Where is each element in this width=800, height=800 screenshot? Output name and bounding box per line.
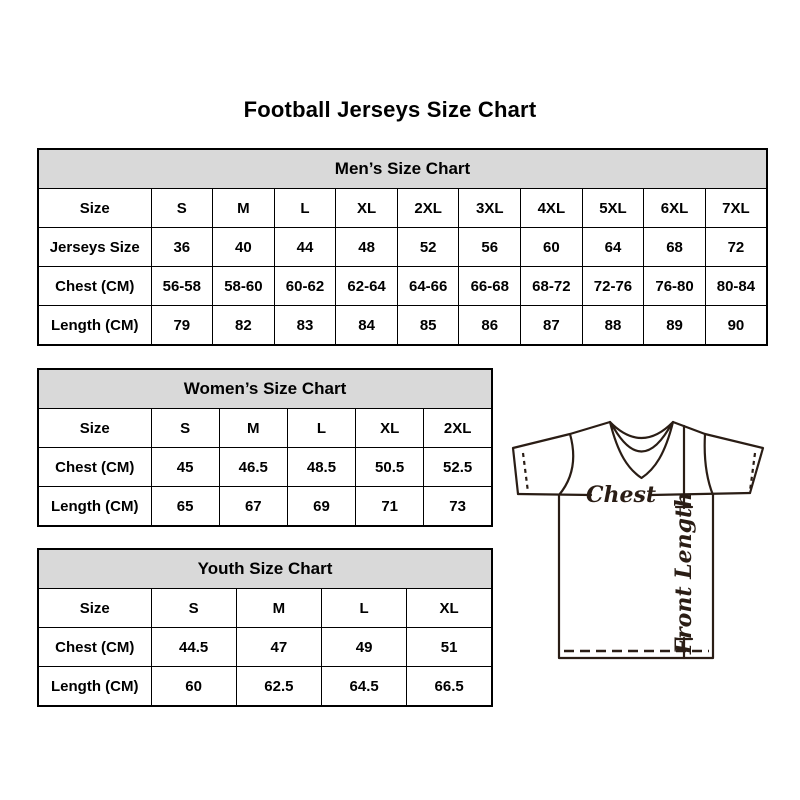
table-row [38,667,492,707]
table-title-row [38,369,492,409]
value-cell: XL [356,409,424,448]
value-cell: M [213,189,275,228]
value-cell: 56-58 [151,267,213,306]
value-cell: 7XL [705,189,767,228]
value-cell: 40 [213,228,275,267]
value-cell: 76-80 [644,267,706,306]
value-cell: 47 [236,628,321,667]
value-cell: 89 [644,306,706,346]
value-cell: 3XL [459,189,521,228]
value-cell: L [274,189,336,228]
value-cell: 44.5 [151,628,236,667]
value-cell: 85 [397,306,459,346]
row-label-cell: Length (CM) [38,487,151,527]
value-cell: L [287,409,355,448]
value-cell: 66-68 [459,267,521,306]
row-label-cell: Size [38,189,151,228]
mens-size-table [37,148,768,346]
value-cell: 66.5 [407,667,492,707]
row-label-cell: Chest (CM) [38,448,151,487]
value-cell: 49 [322,628,407,667]
row-label-cell: Chest (CM) [38,628,151,667]
value-cell: 48.5 [287,448,355,487]
value-cell: 4XL [521,189,583,228]
table-row [38,228,767,267]
value-cell: 56 [459,228,521,267]
table-row [38,448,492,487]
value-cell: 60 [151,667,236,707]
value-cell: 50.5 [356,448,424,487]
row-label-cell: Chest (CM) [38,267,151,306]
value-cell: 83 [274,306,336,346]
value-cell: 52.5 [424,448,492,487]
chest-measure-label: Chest [585,482,657,508]
value-cell: L [322,589,407,628]
value-cell: 62.5 [236,667,321,707]
value-cell: 2XL [424,409,492,448]
jersey-collar [610,422,673,478]
row-label-cell: Jerseys Size [38,228,151,267]
value-cell: 52 [397,228,459,267]
value-cell: 68 [644,228,706,267]
table-title: Men’s Size Chart [38,149,767,189]
table-title: Women’s Size Chart [38,369,492,409]
value-cell: 90 [705,306,767,346]
table-row [38,487,492,527]
value-cell: 68-72 [521,267,583,306]
value-cell: S [151,409,219,448]
value-cell: XL [407,589,492,628]
page-title: Football Jerseys Size Chart [243,97,537,122]
value-cell: 45 [151,448,219,487]
jersey-measurement-diagram [505,398,777,670]
value-cell: 72 [705,228,767,267]
value-cell: 2XL [397,189,459,228]
value-cell: 48 [336,228,398,267]
table-title-row [38,549,492,589]
front-length-measure-label: Front Length [671,491,697,655]
value-cell: 86 [459,306,521,346]
value-cell: M [219,409,287,448]
row-label-cell: Length (CM) [38,667,151,707]
value-cell: 5XL [582,189,644,228]
value-cell: 46.5 [219,448,287,487]
table-row [38,189,767,228]
value-cell: 62-64 [336,267,398,306]
table-row [38,628,492,667]
value-cell: 67 [219,487,287,527]
value-cell: S [151,189,213,228]
value-cell: 80-84 [705,267,767,306]
value-cell: M [236,589,321,628]
youth-size-table [37,548,493,707]
value-cell: 64-66 [397,267,459,306]
value-cell: 64.5 [322,667,407,707]
value-cell: 82 [213,306,275,346]
table-row [38,306,767,346]
value-cell: S [151,589,236,628]
value-cell: 88 [582,306,644,346]
value-cell: 58-60 [213,267,275,306]
value-cell: 71 [356,487,424,527]
value-cell: 44 [274,228,336,267]
table-row [38,589,492,628]
table-row [38,267,767,306]
value-cell: 6XL [644,189,706,228]
table-title-row [38,149,767,189]
value-cell: 36 [151,228,213,267]
value-cell: 51 [407,628,492,667]
table-row [38,409,492,448]
row-label-cell: Length (CM) [38,306,151,346]
value-cell: 60-62 [274,267,336,306]
value-cell: 64 [582,228,644,267]
value-cell: 79 [151,306,213,346]
table-title: Youth Size Chart [38,549,492,589]
value-cell: 65 [151,487,219,527]
row-label-cell: Size [38,589,151,628]
value-cell: 87 [521,306,583,346]
womens-size-table [37,368,493,527]
left-cuff-dashed-line [523,453,528,492]
value-cell: XL [336,189,398,228]
value-cell: 73 [424,487,492,527]
value-cell: 69 [287,487,355,527]
value-cell: 72-76 [582,267,644,306]
value-cell: 84 [336,306,398,346]
row-label-cell: Size [38,409,151,448]
jersey-outline [513,422,763,658]
value-cell: 60 [521,228,583,267]
